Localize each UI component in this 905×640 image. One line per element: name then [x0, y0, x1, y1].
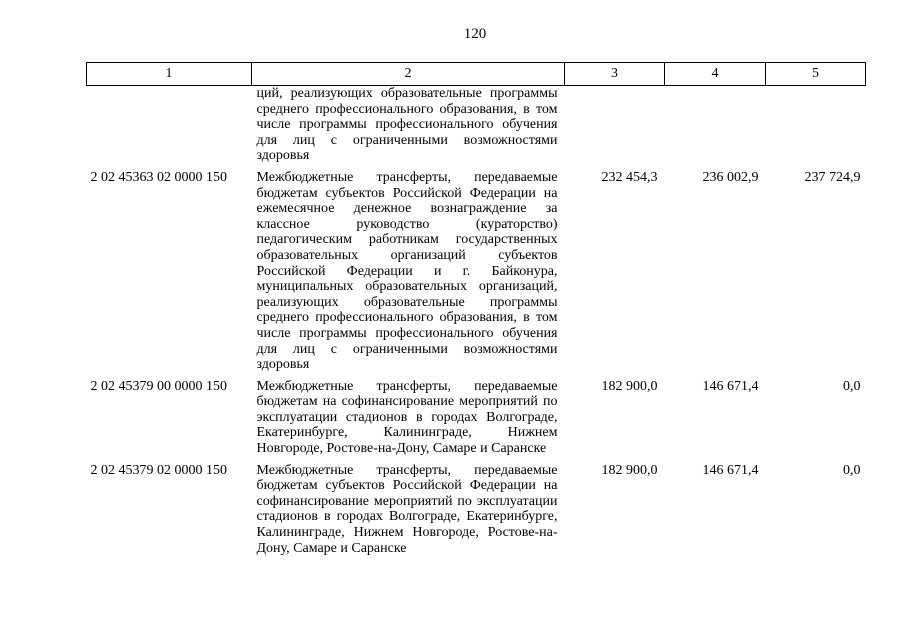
- row-value-col4: [665, 86, 766, 170]
- header-col-2: 2: [252, 63, 565, 86]
- row-value-col5: [766, 86, 866, 170]
- table-row: [87, 463, 866, 563]
- row-code: 2 02 45379 00 0000 150: [90, 378, 227, 394]
- row-value-col4: 146 671,4: [702, 462, 759, 478]
- row-value-col3: [565, 86, 665, 170]
- row-description: Межбюджетные трансферты, передаваемые бюджетам на софинансирование мероприятий по эксплуатации стадионов в городах Волгограде, Екатеринбурге, Калининграде, Нижнем Новгороде, Ростове-на-Дону, Самаре и Саранске: [256, 378, 558, 457]
- row-value-col3: 182 900,0: [601, 378, 658, 394]
- row-description: Межбюджетные трансферты, передаваемые бюджетам субъектов Российской Федерации на ежемесячное денежное вознаграждение за классное руководство (кураторство) педагогическим работникам государственных образовательных организаций субъектов Российской Федерации и г. Байконура, муниципальных образовательных организаций, реализующих образовательные программы среднего профессионального образования, в том числе программы профессионального обучения для лиц с ограниченными возможностями здоровья: [256, 169, 558, 373]
- table-row: [87, 170, 866, 379]
- row-value-col5: 0,0: [843, 462, 861, 478]
- header-col-5: 5: [766, 63, 866, 86]
- budget-table: [86, 62, 866, 562]
- row-code: [87, 86, 252, 170]
- header-col-3: 3: [565, 63, 665, 86]
- header-col-4: 4: [665, 63, 766, 86]
- row-value-col4: 236 002,9: [702, 169, 759, 185]
- row-description: ций, реализующих образовательные программы среднего профессионального образования, в том числе программы профессионального обучения для лиц с ограниченными возможностями здоровья: [256, 86, 558, 164]
- table-row: [87, 86, 866, 170]
- row-value-col3: 182 900,0: [601, 462, 658, 478]
- page-number: 120: [463, 26, 487, 42]
- row-value-col5: 237 724,9: [804, 169, 861, 185]
- table-header-row: [87, 63, 866, 86]
- row-value-col4: 146 671,4: [702, 378, 759, 394]
- row-value-col5: 0,0: [843, 378, 861, 394]
- row-value-col3: 232 454,3: [601, 169, 658, 185]
- row-code: 2 02 45363 02 0000 150: [90, 169, 227, 185]
- row-description: Межбюджетные трансферты, передаваемые бюджетам субъектов Российской Федерации на софинансирование мероприятий по эксплуатации стадионов в городах Волгограде, Екатеринбурге, Калининграде, Нижнем Новгороде, Ростове-на-Дону, Самаре и Саранске: [256, 462, 558, 556]
- table-row: [87, 379, 866, 463]
- header-col-1: 1: [87, 63, 252, 86]
- row-code: 2 02 45379 02 0000 150: [90, 462, 227, 478]
